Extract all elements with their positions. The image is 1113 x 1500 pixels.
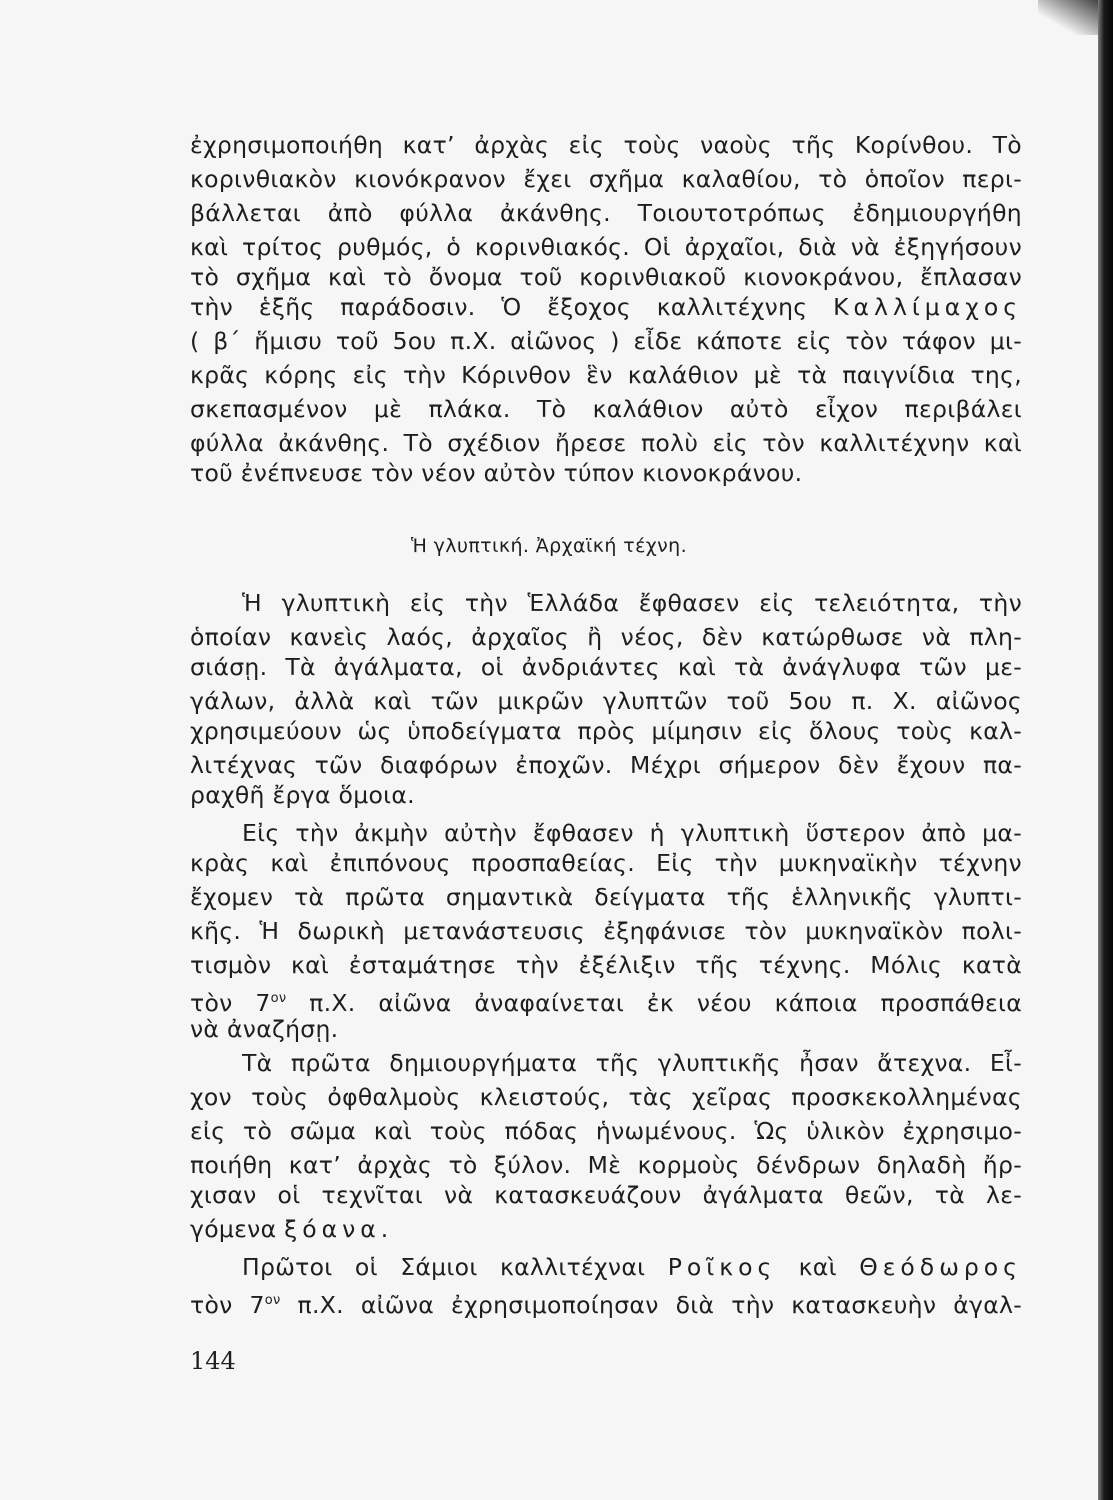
text-fragment: τὴν ἑξῆς παράδοσιν. Ὁ ἔξοχος καλλιτέχνης	[190, 293, 808, 321]
text-line: χρησιμεύουν ὡς ὑποδείγματα πρὸς μίμησιν εἰς ὅλους τοὺς καλ-	[190, 717, 1022, 745]
text-line: γάλων, ἀλλὰ καὶ τῶν μικρῶν γλυπτῶν τοῦ 5ου π. Χ. αἰῶνος	[190, 687, 1022, 715]
text-line: ἔχομεν τὰ πρῶτα σημαντικὰ δείγματα τῆς ἑλληνικῆς γλυπτι-	[190, 883, 1022, 911]
ordinal-suffix: ον	[264, 1293, 281, 1308]
text-line: ραχθῆ ἔργα ὅμοια.	[190, 781, 415, 809]
text-fragment: τὸν 7	[190, 988, 271, 1017]
text-line: Ἡ γλυπτικὴ εἰς τὴν Ἑλλάδα ἔφθασεν εἰς τελειότητα, τὴν	[242, 589, 1022, 617]
text-line: τισμὸν καὶ ἐσταμάτησε τὴν ἐξέλιξιν τῆς τέχνης. Μόλις κατὰ	[190, 951, 1022, 979]
text-line: κρᾶς κόρης εἰς τὴν Κόρινθον ἓν καλάθιον μὲ τὰ παιγνίδια της,	[190, 361, 1022, 389]
ordinal-suffix: ον	[270, 991, 287, 1006]
text-line: κορινθιακὸν κιονόκρανον ἔχει σχῆμα καλαθίου, τὸ ὁποῖον περι-	[190, 165, 1022, 193]
text-line: κρὰς καὶ ἐπιπόνους προσπαθείας. Εἰς τὴν μυκηναϊκὴν τέχνην	[190, 849, 1022, 877]
text-line: τοῦ ἐνέπνευσε τὸν νέον αὐτὸν τύπον κιονοκράνου.	[190, 459, 803, 487]
text-line	[190, 292, 1022, 322]
spaced-name: Καλλίμαχος	[833, 293, 1022, 321]
page-corner-shadow	[1038, 0, 1098, 35]
text-line: βάλλεται ἀπὸ φύλλα ἀκάνθης. Τοιουτοτρόπως ἐδημιουργήθη	[190, 199, 1022, 227]
text-line: χισαν οἱ τεχνῖται νὰ κατασκευάζουν ἀγάλματα θεῶν, τὰ λε-	[190, 1181, 1022, 1209]
page-edge-shadow	[1098, 0, 1113, 1500]
text-fragment: τὸν 7	[190, 1290, 265, 1319]
text-line: καὶ τρίτος ρυθμός, ὁ κορινθιακός. Οἱ ἀρχαῖοι, διὰ νὰ ἐξηγήσουν	[190, 233, 1022, 261]
text-line	[190, 1286, 1022, 1320]
text-line: τὸ σχῆμα καὶ τὸ ὄνομα τοῦ κορινθιακοῦ κιονοκράνου, ἔπλασαν	[190, 263, 1022, 291]
text-line: Τὰ πρῶτα δημιουργήματα τῆς γλυπτικῆς ἦσαν ἄτεχνα. Εἶ-	[242, 1049, 1022, 1077]
text-fragment: καὶ	[798, 1253, 837, 1281]
text-line: εἰς τὸ σῶμα καὶ τοὺς πόδας ἡνωμένους. Ὡς ὑλικὸν ἐχρησιμο-	[190, 1117, 1022, 1145]
text-fragment: γόμενα	[190, 1215, 277, 1243]
text-line: ὁποίαν κανεὶς λαός, ἀρχαῖος ἢ νέος, δὲν κατώρθωσε νὰ πλη-	[190, 623, 1022, 651]
text-line: κῆς. Ἡ δωρικὴ μετανάστευσις ἐξηφάνισε τὸν μυκηναϊκὸν πολι-	[190, 917, 1022, 945]
text-line: χον τοὺς ὀφθαλμοὺς κλειστούς, τὰς χεῖρας προσκεκολλημένας	[190, 1083, 1022, 1111]
page-number: 144	[190, 1347, 236, 1375]
text-line	[190, 984, 1022, 1018]
text-fragment: Πρῶτοι οἱ Σάμιοι καλλιτέχναι	[242, 1253, 646, 1281]
spaced-name: Ροῖκος	[667, 1253, 777, 1281]
text-line	[242, 1252, 1022, 1282]
text-line: φύλλα ἀκάνθης. Τὸ σχέδιον ἤρεσε πολὺ εἰς τὸν καλλιτέχνην καὶ	[190, 429, 1022, 457]
text-line	[190, 1214, 1022, 1244]
text-line: σκεπασμένον μὲ πλάκα. Τὸ καλάθιον αὐτὸ εἶχον περιβάλει	[190, 395, 1022, 423]
text-line: ἐχρησιμοποιήθη κατ’ ἀρχὰς εἰς τοὺς ναοὺς τῆς Κορίνθου. Τὸ	[190, 131, 1022, 159]
text-line: λιτέχνας τῶν διαφόρων ἐποχῶν. Μέχρι σήμερον δὲν ἔχουν πα-	[190, 751, 1022, 779]
text-line: ποιήθη κατ’ ἀρχὰς τὸ ξύλον. Μὲ κορμοὺς δένδρων δηλαδὴ ἤρ-	[190, 1151, 1022, 1179]
text-line: Εἰς τὴν ἀκμὴν αὐτὴν ἔφθασεν ἡ γλυπτικὴ ὕστερον ἀπὸ μα-	[242, 819, 1022, 847]
section-heading: Ἡ γλυπτική. Ἀρχαϊκή τέχνη.	[410, 535, 688, 557]
text-line: σιάσῃ. Τὰ ἀγάλματα, οἱ ἀνδριάντες καὶ τὰ ἀνάγλυφα τῶν με-	[190, 653, 1022, 681]
text-fragment: π.Χ. αἰῶνα ἐχρησιμοποίησαν διὰ τὴν κατασκευὴν ἀγαλ-	[280, 1290, 1022, 1319]
text-line: νὰ ἀναζήσῃ.	[190, 1015, 339, 1043]
text-line: ( β΄ ἥμισυ τοῦ 5ου π.Χ. αἰῶνος ) εἶδε κάποτε εἰς τὸν τάφον μι-	[190, 327, 1022, 355]
spaced-name: Θεόδωρος	[859, 1253, 1022, 1281]
spaced-term: ξόανα.	[284, 1215, 394, 1243]
text-fragment: π.Χ. αἰῶνα ἀναφαίνεται ἐκ νέου κάποια προσπάθεια	[286, 988, 1022, 1017]
